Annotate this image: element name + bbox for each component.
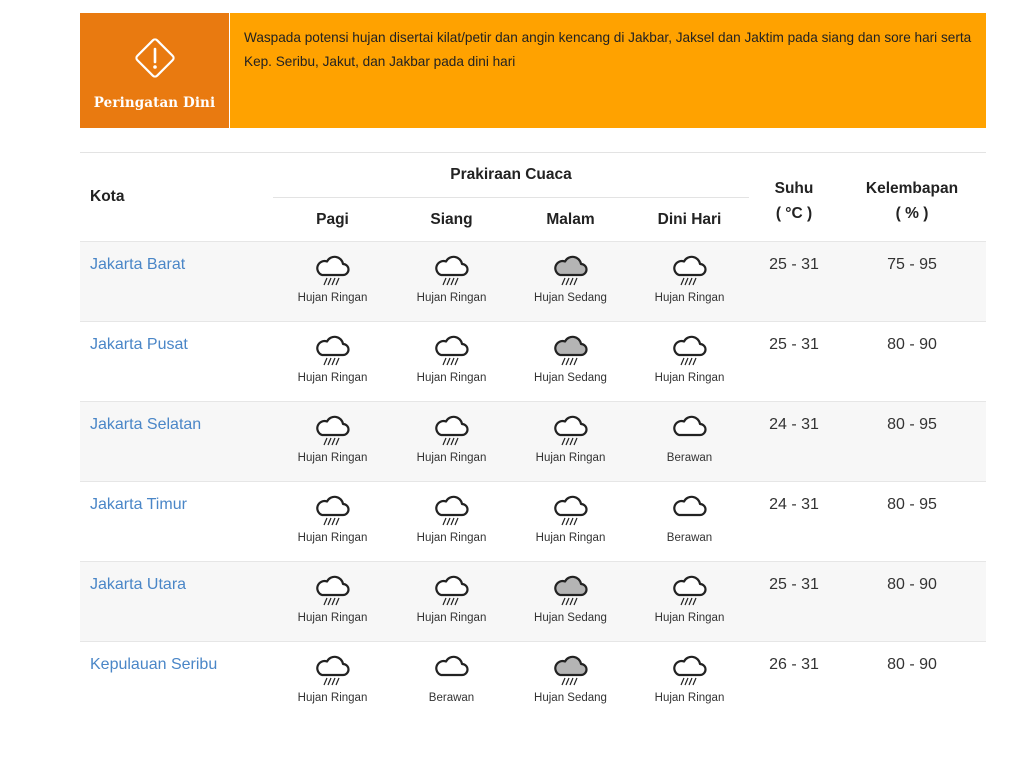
- humidity-value: 80 - 90: [887, 656, 937, 673]
- temperature-value: 25 - 31: [769, 576, 819, 593]
- cloud-icon: [392, 653, 511, 687]
- city-link[interactable]: Jakarta Selatan: [90, 416, 202, 433]
- header-suhu-label: Suhu: [774, 180, 814, 197]
- light-rain-icon: [392, 253, 511, 287]
- forecast-label: Hujan Ringan: [297, 692, 368, 704]
- forecast-label: Berawan: [428, 692, 475, 704]
- light-rain-icon: [273, 413, 392, 447]
- humidity-value: 80 - 90: [887, 576, 937, 593]
- warning-title: Peringatan Dini: [93, 95, 216, 111]
- moderate-rain-icon: [511, 653, 630, 687]
- table-row: [80, 481, 986, 561]
- light-rain-icon: [273, 253, 392, 287]
- forecast-label: Hujan Ringan: [297, 452, 368, 464]
- forecast-cell: [511, 573, 630, 624]
- forecast-cell: [273, 493, 392, 544]
- warning-diamond-icon: [132, 35, 178, 81]
- humidity-value: 80 - 95: [887, 416, 937, 433]
- forecast-label: Hujan Sedang: [534, 292, 607, 304]
- header-siang: Siang: [430, 211, 473, 228]
- header-dini-hari: Dini Hari: [657, 211, 722, 228]
- table-row: [80, 321, 986, 401]
- forecast-label: Hujan Ringan: [297, 532, 368, 544]
- header-suhu: [750, 176, 838, 226]
- forecast-cell: [630, 573, 749, 624]
- light-rain-icon: [392, 493, 511, 527]
- table-row: [80, 401, 986, 481]
- temperature-value: 26 - 31: [769, 656, 819, 673]
- forecast-cell: [630, 253, 749, 304]
- forecast-label: Hujan Ringan: [297, 612, 368, 624]
- forecast-label: Hujan Ringan: [416, 292, 487, 304]
- forecast-label: Hujan Ringan: [416, 372, 487, 384]
- forecast-label: Hujan Ringan: [654, 292, 725, 304]
- moderate-rain-icon: [511, 253, 630, 287]
- city-link[interactable]: Jakarta Pusat: [90, 336, 188, 353]
- header-kelembapan-unit: ( % ): [895, 205, 929, 222]
- header-prakiraan-cuaca: Prakiraan Cuaca: [450, 166, 572, 183]
- table-row: [80, 241, 986, 321]
- header-divider: [273, 197, 749, 198]
- light-rain-icon: [511, 413, 630, 447]
- light-rain-icon: [630, 333, 749, 367]
- forecast-label: Hujan Ringan: [416, 612, 487, 624]
- light-rain-icon: [630, 253, 749, 287]
- forecast-label: Hujan Ringan: [654, 612, 725, 624]
- table-body: [80, 241, 986, 721]
- moderate-rain-icon: [511, 333, 630, 367]
- weather-forecast-table: [80, 152, 986, 721]
- forecast-cell: [273, 333, 392, 384]
- temperature-value: 25 - 31: [769, 256, 819, 273]
- forecast-cell: [273, 653, 392, 704]
- light-rain-icon: [273, 573, 392, 607]
- header-suhu-unit: ( °C ): [775, 205, 813, 222]
- forecast-label: Hujan Ringan: [297, 372, 368, 384]
- forecast-cell: [392, 573, 511, 624]
- forecast-cell: [511, 653, 630, 704]
- forecast-cell: [511, 253, 630, 304]
- city-link[interactable]: Kepulauan Seribu: [90, 656, 218, 673]
- forecast-cell: [630, 333, 749, 384]
- forecast-cell: [273, 253, 392, 304]
- light-rain-icon: [392, 333, 511, 367]
- forecast-label: Hujan Ringan: [654, 692, 725, 704]
- forecast-cell: [392, 333, 511, 384]
- cloud-icon: [630, 413, 749, 447]
- light-rain-icon: [273, 333, 392, 367]
- humidity-value: 80 - 90: [887, 336, 937, 353]
- forecast-cell: [630, 493, 749, 544]
- header-kota: Kota: [90, 188, 125, 205]
- forecast-label: Hujan Sedang: [534, 692, 607, 704]
- moderate-rain-icon: [511, 573, 630, 607]
- forecast-cell: [630, 653, 749, 704]
- warning-label-box: [80, 13, 230, 128]
- city-link[interactable]: Jakarta Barat: [90, 256, 186, 273]
- forecast-cell: [511, 333, 630, 384]
- table-row: [80, 641, 986, 721]
- table-header: [80, 153, 986, 241]
- forecast-label: Hujan Ringan: [535, 532, 606, 544]
- forecast-cell: [273, 413, 392, 464]
- header-kelembapan: [840, 176, 984, 226]
- light-rain-icon: [630, 653, 749, 687]
- light-rain-icon: [511, 493, 630, 527]
- light-rain-icon: [392, 573, 511, 607]
- light-rain-icon: [273, 493, 392, 527]
- forecast-label: Hujan Ringan: [654, 372, 725, 384]
- temperature-value: 24 - 31: [769, 416, 819, 433]
- header-malam: Malam: [546, 211, 595, 228]
- forecast-cell: [392, 413, 511, 464]
- forecast-label: Hujan Sedang: [534, 372, 607, 384]
- light-rain-icon: [630, 573, 749, 607]
- table-row: [80, 561, 986, 641]
- warning-message: Waspada potensi hujan disertai kilat/petir dan angin kencang di Jakbar, Jaksel dan Jaktim pada siang dan sore hari serta Kep. Seribu, Jakut, dan Jakbar pada dini hari: [244, 30, 972, 69]
- forecast-label: Hujan Ringan: [535, 452, 606, 464]
- forecast-label: Hujan Ringan: [416, 532, 487, 544]
- forecast-label: Berawan: [666, 452, 713, 464]
- temperature-value: 24 - 31: [769, 496, 819, 513]
- header-pagi: Pagi: [316, 211, 349, 228]
- forecast-cell: [511, 413, 630, 464]
- forecast-cell: [392, 493, 511, 544]
- light-rain-icon: [392, 413, 511, 447]
- temperature-value: 25 - 31: [769, 336, 819, 353]
- forecast-cell: [392, 653, 511, 704]
- humidity-value: 80 - 95: [887, 496, 937, 513]
- forecast-cell: [630, 413, 749, 464]
- forecast-cell: [392, 253, 511, 304]
- light-rain-icon: [273, 653, 392, 687]
- humidity-value: 75 - 95: [887, 256, 937, 273]
- forecast-cell: [511, 493, 630, 544]
- forecast-label: Hujan Ringan: [297, 292, 368, 304]
- city-link[interactable]: Jakarta Utara: [90, 576, 187, 593]
- city-link[interactable]: Jakarta Timur: [90, 496, 187, 513]
- header-kelembapan-label: Kelembapan: [865, 180, 959, 197]
- early-warning-banner: [80, 13, 986, 128]
- forecast-label: Hujan Ringan: [416, 452, 487, 464]
- forecast-label: Berawan: [666, 532, 713, 544]
- cloud-icon: [630, 493, 749, 527]
- forecast-label: Hujan Sedang: [534, 612, 607, 624]
- forecast-cell: [273, 573, 392, 624]
